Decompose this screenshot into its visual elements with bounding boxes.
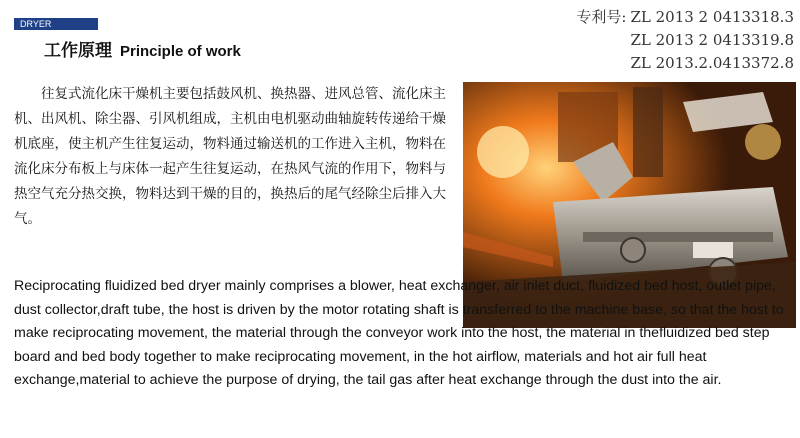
patent-number: ZL 2013 2 0413318.3 bbox=[630, 8, 794, 26]
patent-number: ZL 2013.2.0413372.8 bbox=[630, 54, 794, 72]
patent-line-2 bbox=[576, 29, 794, 52]
section-title bbox=[44, 36, 241, 61]
title-cn: 工作原理 bbox=[44, 41, 112, 60]
title-en: Principle of work bbox=[120, 43, 241, 60]
patent-line-1 bbox=[576, 6, 794, 29]
patent-line-3 bbox=[576, 52, 794, 75]
dryer-tag: DRYER bbox=[14, 18, 98, 30]
chinese-description: 往复式流化床干燥机主要包括鼓风机、换热器、进风总管、流化床主机、出风机、除尘器、引风机组成，主机由电机驱动曲轴旋转传递给干燥机底座，使主机产生往复运动，物料通过输送机的工作进入主机，物料在流化床分布板上与床体一起产生往复运动，在热风气流的作用下，物料与热空气充分热交换，物料达到干燥的目的，换热后的尾气经除尘后排入大气。 bbox=[14, 86, 446, 227]
patent-label: 专利号: bbox=[576, 8, 627, 26]
patent-numbers bbox=[576, 6, 794, 75]
patent-number: ZL 2013 2 0413319.8 bbox=[630, 31, 794, 49]
english-description: Reciprocating fluidized bed dryer mainly comprises a blower, heat exchanger, air inlet duct, fluidized bed host, outlet pipe, dust collector,draft tube, the host is driven by the motor rotating shaft is transferred to the machine base, so that the host to make reciprocating movement, the material through the conveyor work into the host, the material in thefluidized bed step board and bed body together to make reciprocating movement, in the hot airflow, materials and hot air full heat exchange,material to achieve the purpose of drying, the tail gas after heat exchange through the dust into the air. bbox=[14, 278, 784, 388]
